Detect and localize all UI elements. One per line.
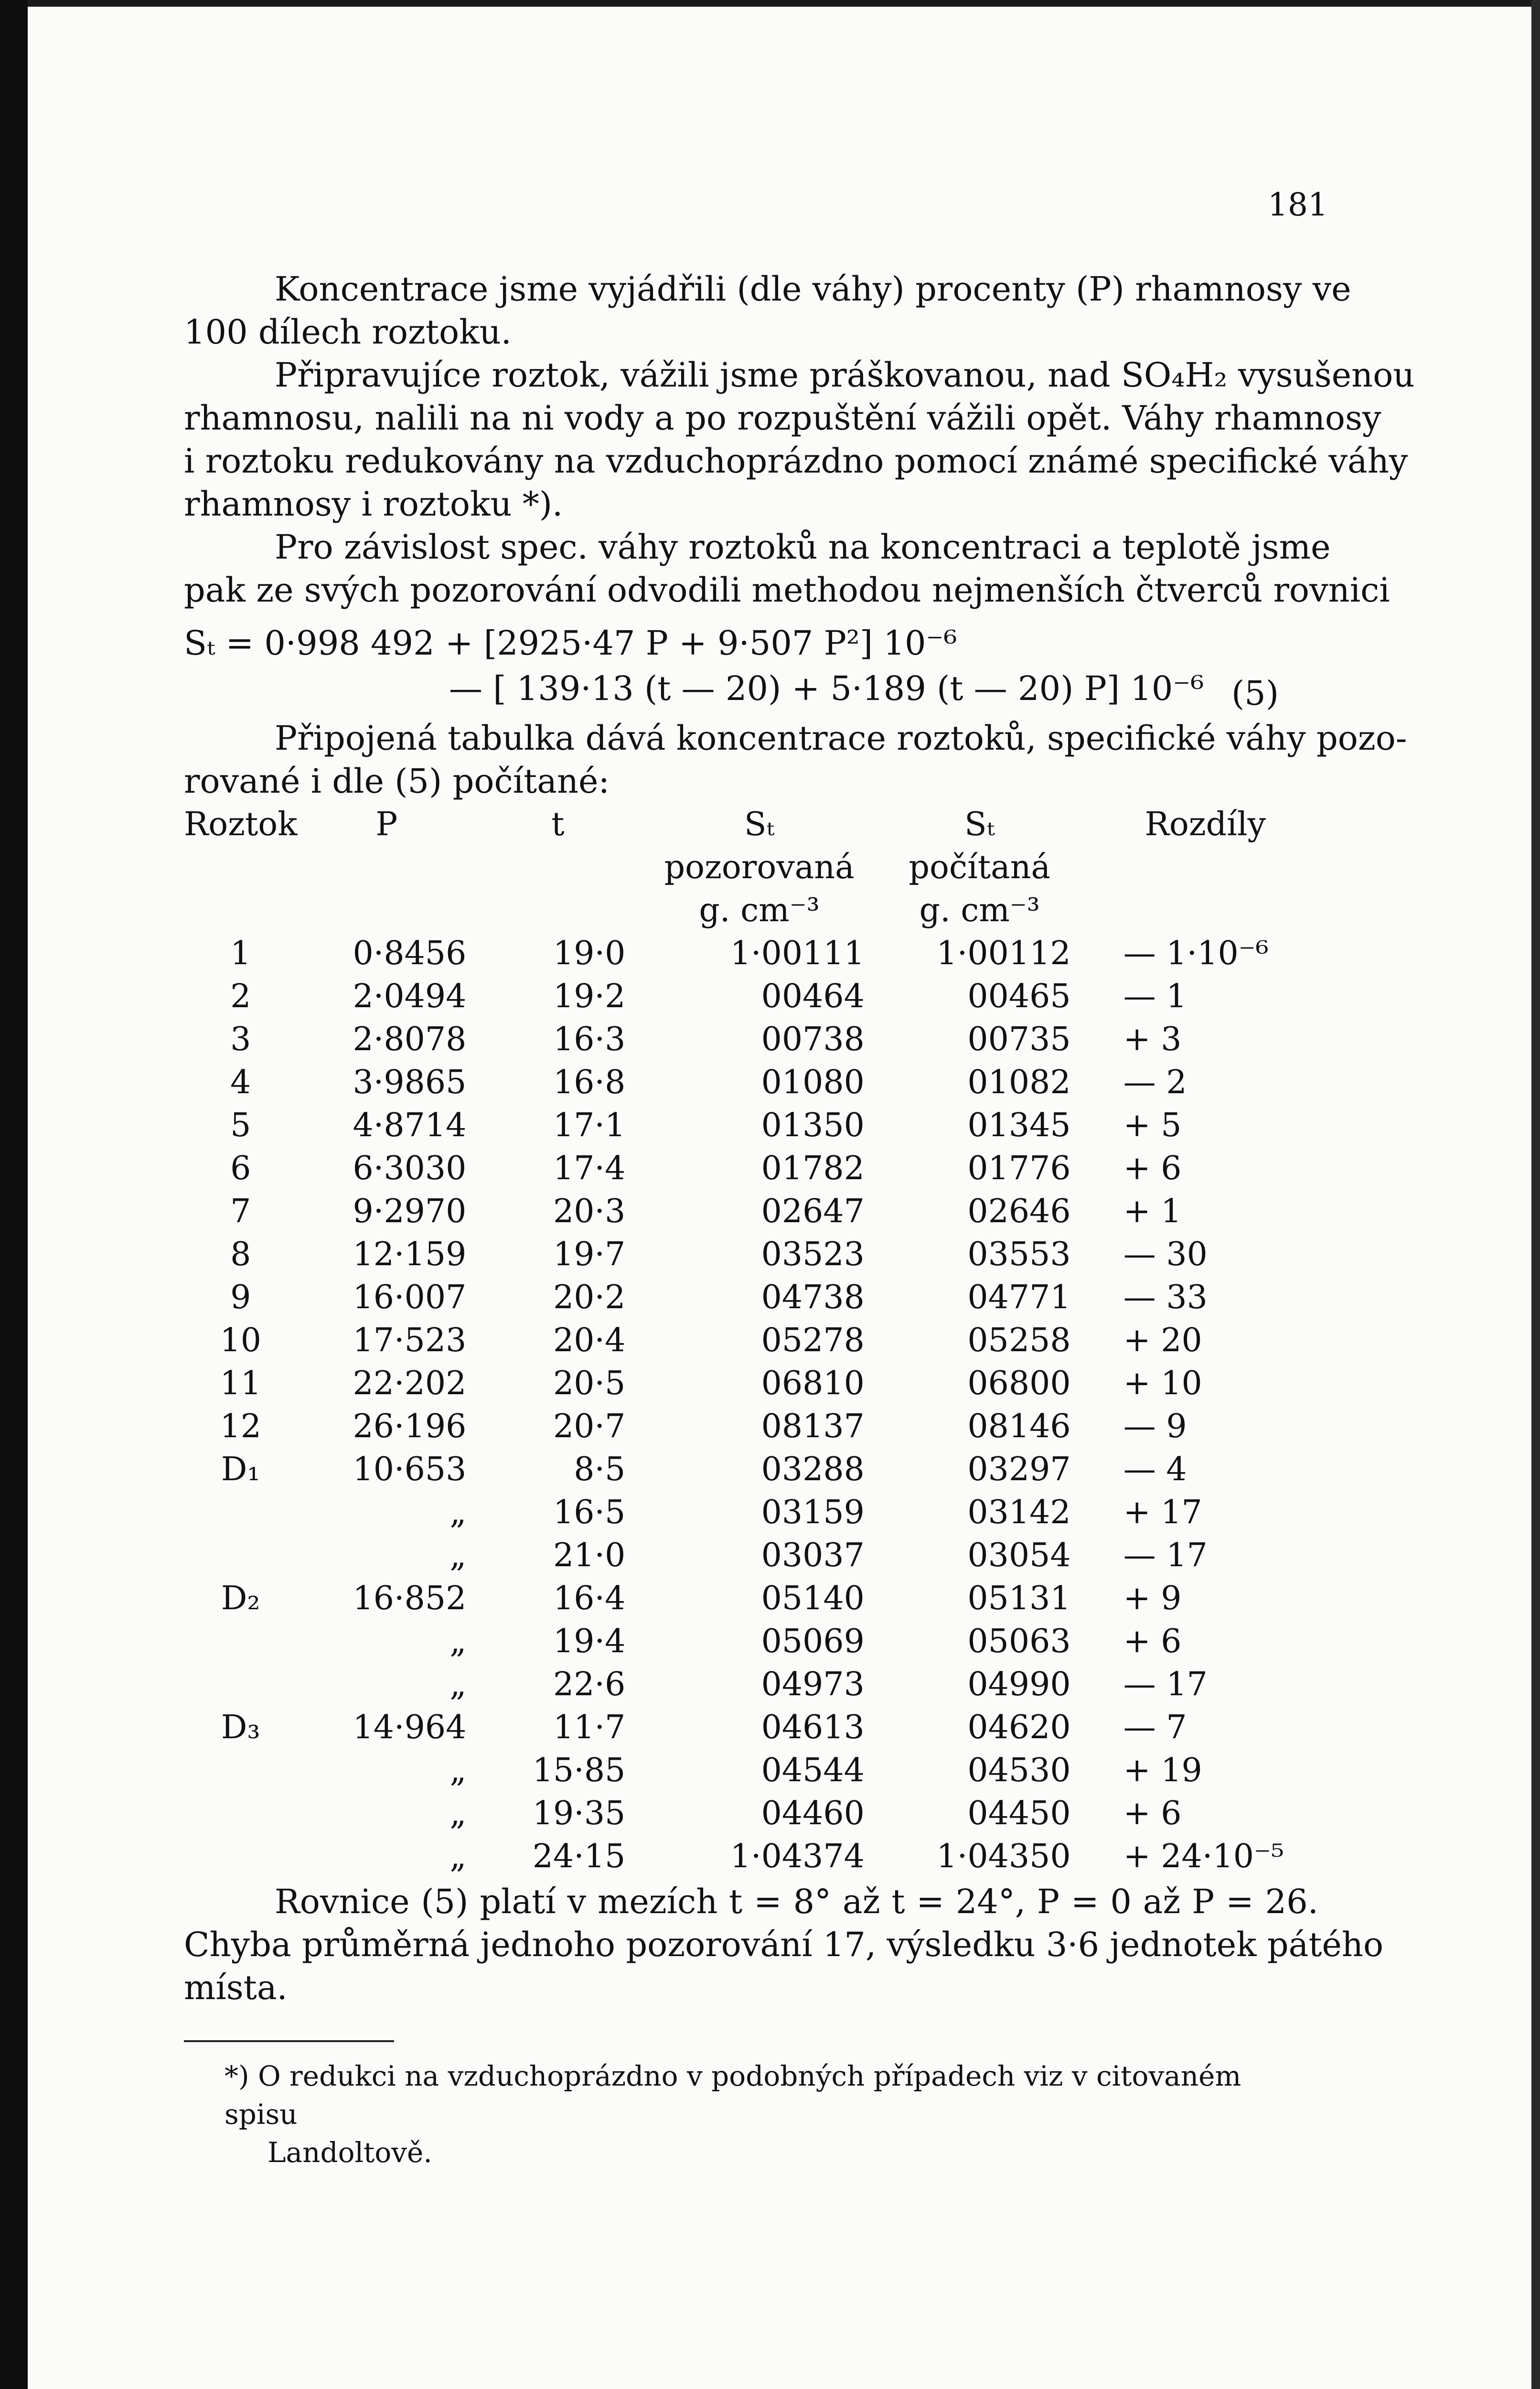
col-header-p: P	[375, 805, 398, 843]
table-cell	[184, 1491, 297, 1534]
table-row	[184, 1190, 1330, 1233]
table-cell: 0·8456	[353, 934, 467, 972]
table-cell: 05278	[761, 1321, 865, 1359]
table-cell: 03553	[967, 1235, 1071, 1273]
table-cell: 03159	[761, 1493, 865, 1531]
paragraph-concentration	[184, 268, 1351, 354]
table-cell: 1·00111	[730, 934, 865, 972]
table-cell: 17·523	[353, 1321, 467, 1359]
table-cell: 04990	[967, 1665, 1071, 1703]
table-cell: 05258	[967, 1321, 1071, 1359]
table-cell: 3	[230, 1020, 251, 1058]
page-number: 181	[1268, 186, 1328, 223]
table-cell: 08146	[967, 1407, 1071, 1445]
density-table	[184, 803, 1330, 1878]
table-cell: 05131	[967, 1579, 1071, 1617]
table-cell: 03297	[967, 1450, 1071, 1488]
table-cell: 01345	[967, 1106, 1071, 1144]
table-cell: 11·7	[553, 1708, 626, 1746]
text-line: Připojená tabulka dává koncentrace roztoků, specifické váhy pozo-	[275, 719, 1407, 758]
table-cell: 03142	[967, 1493, 1071, 1531]
table-cell: — 2	[1123, 1063, 1187, 1101]
table-cell: 19·7	[553, 1235, 626, 1273]
table-cell: D₂	[221, 1579, 260, 1617]
table-cell: 12·159	[353, 1235, 467, 1273]
table-cell: 9	[230, 1278, 251, 1316]
table-cell: 5	[230, 1106, 251, 1144]
unit-observed: g. cm⁻³	[699, 891, 820, 929]
table-cell: „	[449, 1536, 467, 1574]
table-row	[184, 1620, 1330, 1663]
table-cell: 04544	[761, 1751, 865, 1789]
table-cell: „	[449, 1837, 467, 1875]
table-cell: 7	[230, 1192, 251, 1230]
table-cell: D₃	[221, 1708, 260, 1746]
table-cell: 9·2970	[353, 1192, 467, 1230]
subheader-computed: počítaná	[909, 848, 1051, 886]
table-cell: 3·9865	[353, 1063, 467, 1101]
table-cell: 04620	[967, 1708, 1071, 1746]
table-cell: + 19	[1123, 1751, 1202, 1789]
table-cell: 20·5	[553, 1364, 626, 1402]
equation-line-2: — [ 139·13 (t — 20) + 5·189 (t — 20) P] 10⁻⁶	[449, 669, 1204, 708]
table-cell: 19·4	[553, 1622, 626, 1660]
table-cell	[184, 1835, 297, 1878]
table-cell: 04450	[967, 1794, 1071, 1832]
table-row	[184, 1835, 1330, 1878]
footnote-rule	[184, 2040, 394, 2042]
table-cell: 05069	[761, 1622, 865, 1660]
table-cell: 6·3030	[353, 1149, 467, 1187]
text-line: Koncentrace jsme vyjádřili (dle váhy) procenty (P) rhamnosy ve	[275, 269, 1351, 309]
table-row	[184, 1319, 1330, 1362]
table-cell: 19·2	[553, 977, 626, 1015]
table-cell	[184, 1792, 297, 1835]
table-cell: 08137	[761, 1407, 865, 1445]
table-cell: — 1·10⁻⁶	[1123, 934, 1269, 972]
table-row	[184, 1448, 1330, 1491]
table-cell: 04738	[761, 1278, 865, 1316]
text-line: pak ze svých pozorování odvodili methodou nejmenších čtverců rovnici	[184, 570, 1390, 610]
table-cell: 00738	[761, 1020, 865, 1058]
table-row	[184, 1706, 1330, 1749]
table-row	[184, 1233, 1330, 1276]
table-row	[184, 1276, 1330, 1319]
table-cell: 16·8	[553, 1063, 626, 1101]
paragraph-validity	[184, 1880, 1384, 2009]
table-cell: + 6	[1123, 1149, 1182, 1187]
table-row	[184, 1663, 1330, 1706]
table-cell: 8·5	[574, 1450, 626, 1488]
table-cell: 01782	[761, 1149, 865, 1187]
table-row	[184, 1577, 1330, 1620]
table-cell: 1	[230, 934, 251, 972]
table-cell: 11	[220, 1364, 261, 1402]
table-cell: 19·0	[553, 934, 626, 972]
table-cell: 6	[230, 1149, 251, 1187]
table-cell: 00465	[967, 977, 1071, 1015]
table-cell: — 4	[1123, 1450, 1187, 1488]
table-cell: 01080	[761, 1063, 865, 1101]
table-cell: + 1	[1123, 1192, 1182, 1230]
table-cell	[184, 1663, 297, 1706]
table-row	[184, 1491, 1330, 1534]
table-row	[184, 1147, 1330, 1190]
paragraph-preparation	[184, 354, 1415, 526]
table-cell: 00464	[761, 977, 865, 1015]
table-cell: „	[449, 1794, 467, 1832]
table-cell: 21·0	[553, 1536, 626, 1574]
table-cell: 01776	[967, 1149, 1071, 1187]
table-cell	[184, 1534, 297, 1577]
equation-number: (5)	[1231, 674, 1279, 713]
table-cell: 16·007	[353, 1278, 467, 1316]
table-header-row	[184, 803, 1330, 846]
table-cell: — 17	[1123, 1665, 1208, 1703]
text-line: rhamnosy i roztoku *).	[184, 484, 563, 524]
table-cell: 4·8714	[353, 1106, 467, 1144]
table-cell: „	[449, 1622, 467, 1660]
paragraph-table-intro	[184, 717, 1407, 803]
table-cell: 04530	[967, 1751, 1071, 1789]
table-cell: + 6	[1123, 1794, 1182, 1832]
table-cell: 8	[230, 1235, 251, 1273]
table-body	[184, 932, 1330, 1878]
text-line: Připravujíce roztok, vážili jsme práškovanou, nad SO₄H₂ vysušenou	[275, 355, 1415, 395]
table-cell: — 33	[1123, 1278, 1208, 1316]
col-header-st-computed: Sₜ	[964, 805, 995, 843]
table-cell: 1·00112	[936, 934, 1071, 972]
table-cell: + 6	[1123, 1622, 1182, 1660]
col-header-t: t	[551, 805, 565, 843]
table-cell: 19·35	[532, 1794, 626, 1832]
text-line: místa.	[184, 1968, 288, 2007]
table-cell: 12	[220, 1407, 261, 1445]
table-cell: 05140	[761, 1579, 865, 1617]
table-cell: 03054	[967, 1536, 1071, 1574]
table-cell: + 9	[1123, 1579, 1182, 1617]
text-line: 100 dílech roztoku.	[184, 312, 512, 352]
scan-edge-right	[1531, 0, 1540, 2389]
table-row	[184, 1749, 1330, 1792]
table-row	[184, 1104, 1330, 1147]
text-line: Chyba průměrná jednoho pozorování 17, výsledku 3·6 jednotek pátého	[184, 1925, 1384, 1964]
table-cell: 20·7	[553, 1407, 626, 1445]
table-cell: 04460	[761, 1794, 865, 1832]
table-row	[184, 1405, 1330, 1448]
table-cell: 16·4	[553, 1579, 626, 1617]
table-cell: 17·1	[553, 1106, 626, 1144]
table-cell: + 5	[1123, 1106, 1182, 1144]
footnote	[225, 2057, 1318, 2172]
table-row	[184, 1792, 1330, 1835]
subheader-observed: pozorovaná	[664, 848, 855, 886]
table-cell: 01350	[761, 1106, 865, 1144]
col-header-rozdily: Rozdíly	[1144, 805, 1266, 843]
table-cell: 2	[230, 977, 251, 1015]
table-row	[184, 975, 1330, 1018]
table-units-row	[184, 889, 1330, 932]
table-cell: + 17	[1123, 1493, 1202, 1531]
table-cell: 04613	[761, 1708, 865, 1746]
table-row	[184, 1018, 1330, 1061]
table-cell: 1·04350	[936, 1837, 1071, 1875]
table-cell: 1·04374	[730, 1837, 865, 1875]
table-cell: — 7	[1123, 1708, 1187, 1746]
table-cell: — 9	[1123, 1407, 1187, 1445]
table-cell: 03037	[761, 1536, 865, 1574]
table-cell: 10	[220, 1321, 261, 1359]
table-cell: 2·8078	[353, 1020, 467, 1058]
table-row	[184, 932, 1330, 975]
table-cell: 05063	[967, 1622, 1071, 1660]
table-cell: 16·5	[553, 1493, 626, 1531]
scan-edge-left	[0, 0, 28, 2389]
equation-line-1: Sₜ = 0·998 492 + [2925·47 P + 9·507 P²] 10⁻⁶	[184, 624, 957, 663]
scan-edge-top	[0, 0, 1540, 7]
text-line: rhamnosu, nalili na ni vody a po rozpuštění vážili opět. Váhy rhamnosy	[184, 398, 1381, 438]
paragraph-method	[184, 526, 1390, 612]
table-cell: + 24·10⁻⁵	[1123, 1837, 1284, 1875]
table-row	[184, 1534, 1330, 1577]
table-cell: 06810	[761, 1364, 865, 1402]
table-cell: 20·2	[553, 1278, 626, 1316]
table-cell: 02647	[761, 1192, 865, 1230]
table-cell: „	[449, 1493, 467, 1531]
table-cell: 04771	[967, 1278, 1071, 1316]
table-cell: 02646	[967, 1192, 1071, 1230]
table-cell: — 30	[1123, 1235, 1208, 1273]
table-cell: „	[449, 1665, 467, 1703]
footnote-line: *) O redukci na vzduchoprázdno v podobných případech viz v citovaném spisu	[225, 2060, 1241, 2131]
footnote-line: Landoltově.	[267, 2136, 432, 2169]
table-cell: — 1	[1123, 977, 1187, 1015]
table-cell: 20·4	[553, 1321, 626, 1359]
text-line: rované i dle (5) počítané:	[184, 762, 610, 801]
table-cell: 16·852	[353, 1579, 467, 1617]
table-row	[184, 1061, 1330, 1104]
table-cell: D₁	[221, 1450, 260, 1488]
table-cell: + 20	[1123, 1321, 1202, 1359]
table-cell: 22·202	[353, 1364, 467, 1402]
table-cell: 14·964	[353, 1708, 467, 1746]
table-cell: 15·85	[532, 1751, 626, 1789]
table-cell	[184, 1620, 297, 1663]
table-row	[184, 1362, 1330, 1405]
text-line: i roztoku redukovány na vzduchoprázdno pomocí známé specifické váhy	[184, 441, 1408, 481]
table-subheader-row	[184, 846, 1330, 889]
table-cell: 16·3	[553, 1020, 626, 1058]
table-cell: 03288	[761, 1450, 865, 1488]
table-cell: 04973	[761, 1665, 865, 1703]
table-cell: 26·196	[353, 1407, 467, 1445]
col-header-st-observed: Sₜ	[744, 805, 775, 843]
table-cell: 03523	[761, 1235, 865, 1273]
table-cell: 2·0494	[353, 977, 467, 1015]
table-cell: 17·4	[553, 1149, 626, 1187]
text-line: Pro závislost spec. váhy roztoků na koncentraci a teplotě jsme	[275, 527, 1331, 567]
text-line: Rovnice (5) platí v mezích t = 8° až t = 24°, P = 0 až P = 26.	[275, 1882, 1318, 1921]
table-cell: 20·3	[553, 1192, 626, 1230]
unit-computed: g. cm⁻³	[919, 891, 1040, 929]
table-cell: 22·6	[553, 1665, 626, 1703]
table-cell: 10·653	[353, 1450, 467, 1488]
table-cell: + 3	[1123, 1020, 1182, 1058]
table-cell	[184, 1749, 297, 1792]
table-cell: + 10	[1123, 1364, 1202, 1402]
table-cell: 00735	[967, 1020, 1071, 1058]
table-cell: 4	[230, 1063, 251, 1101]
table-cell: 24·15	[532, 1837, 626, 1875]
table-cell: „	[449, 1751, 467, 1789]
table-cell: 01082	[967, 1063, 1071, 1101]
table-cell: — 17	[1123, 1536, 1208, 1574]
table-cell: 06800	[967, 1364, 1071, 1402]
col-header-roztok: Roztok	[184, 805, 298, 843]
